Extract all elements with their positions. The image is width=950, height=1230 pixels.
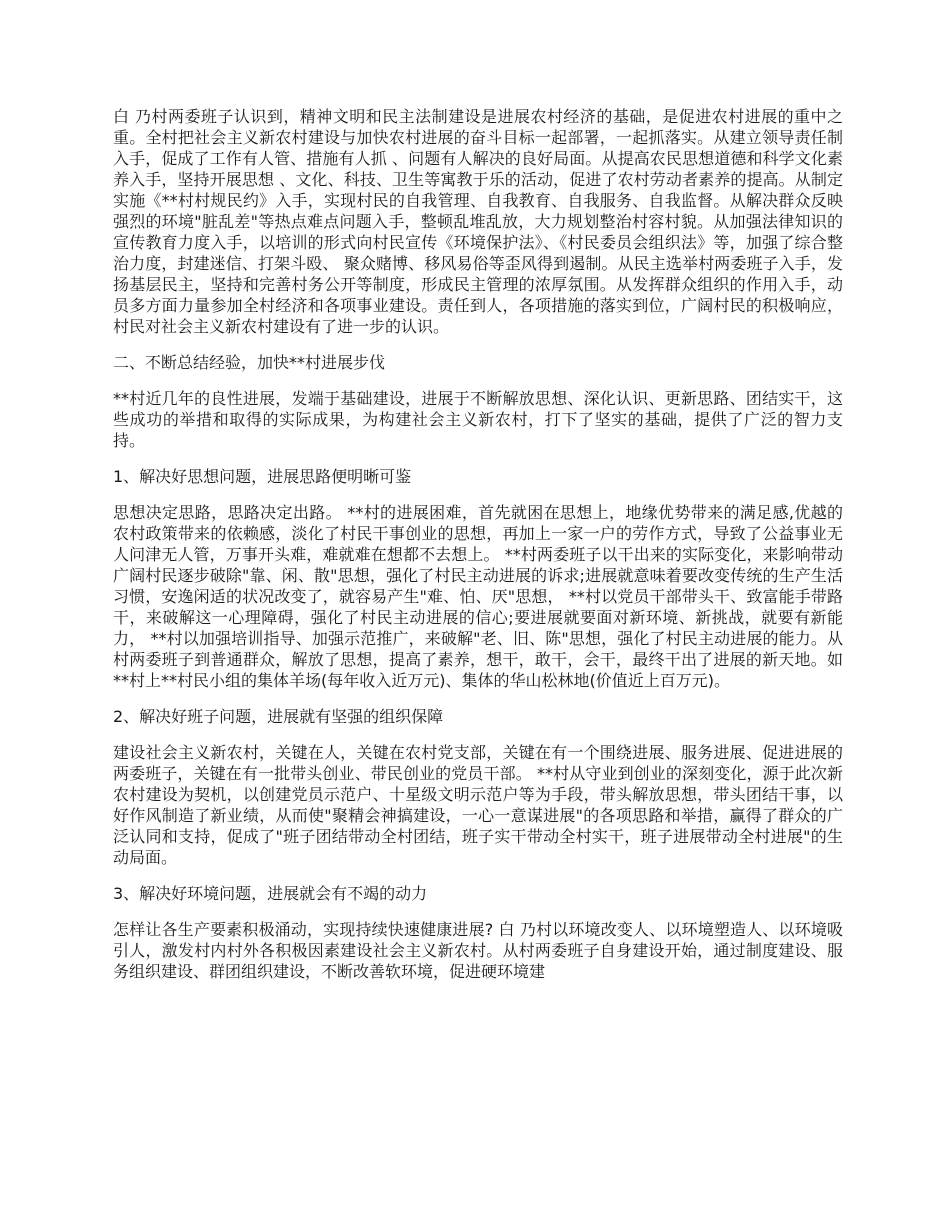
paragraph-3: 思想决定思路，思路决定出路。 **村的进展困难，首先就困在思想上，地缘优势带来的满足感,优越的农村政策带来的依赖感，淡化了村民干事创业的思想，再加上一家一户的劳作方式，导致了公益事业无人问津无人管，万事开头难，难就难在想都不去想上。 **村两委班子以干出来的实际变化，来影响带动广阔村民逐步破除"靠、闲、散"思想，强化了村民主动进展的诉求;进展就意味着要改变传统的生产生活习惯，安逸闲适的状况改变了，就容易产生"难、怕、厌"思想， **村以党员干部带头干、致富能手带路干，来破解这一心理障碍，强化了村民主动进展的信心;要进展就要面对新环境、新挑战，就要有新能力， **村以加强培训指导、加强示范推广，来破解"老、旧、陈"思想，强化了村民主动进展的能力。从村两委班子到普通群众，解放了思想，提高了素养，想干，敢干，会干，最终干出了进展的新天地。如 **村上**村民小组的集体羊场(每年收入近万元)、集体的华山松林地(价值近上百万元)。	[113, 503, 843, 690]
paragraph-4: 建设社会主义新农村，关键在人，关键在农村党支部，关键在有一个围绕进展、服务进展、促进进展的两委班子，关键在有一批带头创业、带民创业的党员干部。 **村从守业到创业的深刻变化，源于此次新农村建设为契机，以创建党员示范户、十星级文明示范户等为手段，带头解放思想，带头团结干事，以好作风制造了新业绩，从而使"聚精会神搞建设，一心一意谋进展"的各项思路和举措，赢得了群众的广泛认同和支持，促成了"班子团结带动全村团结，班子实干带动全村实干，班子进展带动全村进展"的生动局面。	[113, 743, 843, 867]
document-body	[113, 106, 843, 997]
paragraph-1: 白 乃村两委班子认识到，精神文明和民主法制建设是进展农村经济的基础，是促进农村进展的重中之重。全村把社会主义新农村建设与加快农村进展的奋斗目标一起部署，一起抓落实。从建立领导责任制入手，促成了工作有人管、措施有人抓 、问题有人解决的良好局面。从提高农民思想道德和科学文化素养入手，坚持开展思想 、文化、科技、卫生等寓教于乐的活动，促进了农村劳动者素养的提高。从制定实施《**村村规民约》入手，实现村民的自我管理、自我教育、自我服务、自我监督。从解决群众反映强烈的环境"脏乱差"等热点难点问题入手，整顿乱堆乱放，大力规划整治村容村貌。从加强法律知识的宣传教育力度入手，以培训的形式向村民宣传《环境保护法》、《村民委员会组织法》等，加强了综合整治力度，封建迷信、打架斗殴、 聚众赌博、移风易俗等歪风得到遏制。从民主选举村两委班子入手，发扬基层民主，坚持和完善村务公开等制度，形成民主管理的浓厚氛围。从发挥群众组织的作用入手，动员多方面力量参加全村经济和各项事业建设。责任到人，各项措施的落实到位，广阔村民的积极响应，村民对社会主义新农村建设有了进一步的认识。	[113, 107, 843, 336]
subheading-1: 1、解决好思想问题，进展思路便明晰可鉴	[113, 467, 412, 486]
subheading-2: 2、解决好班子问题，进展就有坚强的组织保障	[113, 707, 444, 726]
paragraph-5: 怎样让各生产要素积极涌动，实现持续快速健康进展? 白 乃村以环境改变人、以环境塑造人、以环境吸引人，激发村内村外各积极因素建设社会主义新农村。从村两委班子自身建设开始，通过制度建设、服务组织建设、群团组织建设，不断改善软环境，促进硬环境建	[113, 920, 843, 981]
paragraph-2: **村近几年的良性进展，发端于基础建设，进展于不断解放思想、深化认识、更新思路、团结实干，这些成功的举措和取得的实际成果，为构建社会主义新农村，打下了坚实的基础，提供了广泛的智力支持。	[113, 389, 843, 450]
subheading-3: 3、解决好环境问题，进展就会有不竭的动力	[113, 884, 428, 903]
section-heading-2: 二、不断总结经验，加快**村进展步伐	[113, 353, 386, 372]
